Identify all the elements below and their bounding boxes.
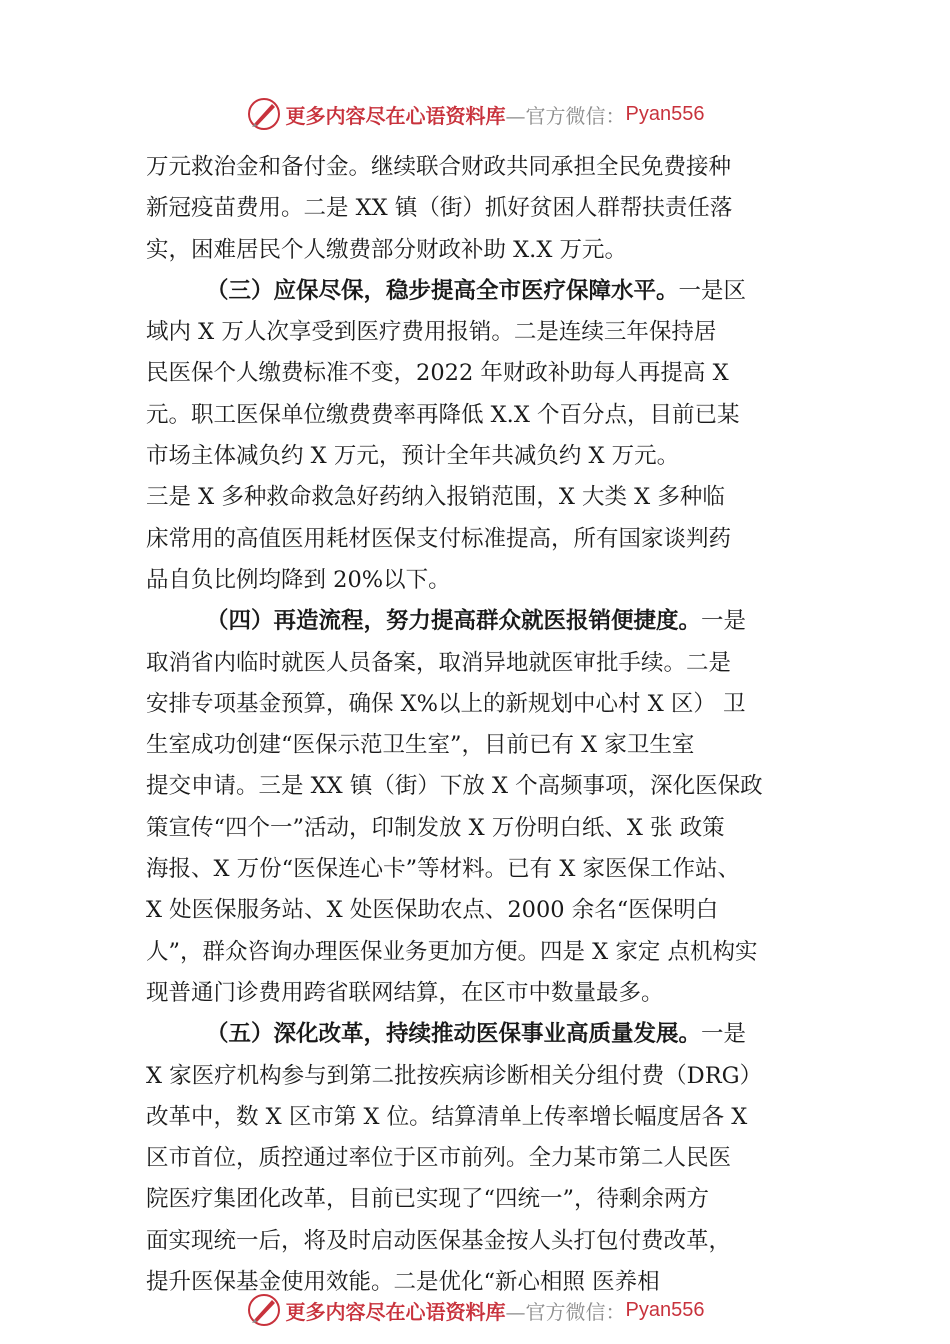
line-text: 实，困难居民个人缴费部分财政补助 X.X 万元。 [146,236,627,263]
line-text: 人”，群众咨询办理医保业务更加方便。四是 X 家定 点机构实 [146,938,758,965]
text-line [146,436,836,477]
text-line [146,973,836,1014]
text-line [146,477,836,518]
footer-banner [0,1290,950,1330]
section-heading: （四）再造流程，努力提高群众就医报销便捷度。 [206,608,702,635]
line-text: 市场主体减负约 X 万元，预计全年共减负约 X 万元。 [146,443,680,470]
line-text: 元。职工医保单位缴费费率再降低 X.X 个百分点，目前已某 [146,401,740,428]
text-line [146,312,836,353]
line-text: 一是 [701,608,747,635]
text-line [146,725,836,766]
line-text: 安排专项基金预算，确保 X%以上的新规划中心村 X 区） 卫 [146,690,746,717]
document-body [146,147,836,1303]
line-text: 新冠疫苗费用。二是 XX 镇（街）抓好贫困人群帮扶责任落 [146,195,733,222]
text-line [146,271,836,312]
text-line [146,1179,836,1220]
text-line [146,560,836,601]
line-text: 面实现统一后，将及时启动医保基金按人头打包付费改革， [146,1227,732,1254]
banner-text-id: Pyan556 [625,1298,705,1321]
banner-text-wechat: —官方微信： [505,1299,626,1324]
text-line [146,1221,836,1262]
text-line [146,1014,836,1055]
text-line [146,519,836,560]
pen-logo-icon [246,1292,282,1328]
line-text: X 家医疗机构参与到第二批按疾病诊断相关分组付费（DRG） [146,1062,763,1089]
line-text: 生室成功创建“医保示范卫生室”，目前已有 X 家卫生室 [146,732,695,759]
line-text: 民医保个人缴费标准不变，2022 年财政补助每人再提高 X [146,360,729,387]
section-heading: （三）应保尽保，稳步提高全市医疗保障水平。 [206,277,679,304]
pen-logo-icon [246,96,282,132]
line-text: 策宣传“四个一”活动，印制发放 X 万份明白纸、X 张 政策 [146,814,725,841]
line-text: 域内 X 万人次享受到医疗费用报销。二是连续三年保持居 [146,319,717,346]
line-text: 一是区 [678,277,747,304]
banner-text-main: 更多内容尽在心语资料库 [285,1299,506,1324]
text-line [146,230,836,271]
text-line [146,890,836,931]
text-line [146,932,836,973]
section-heading: （五）深化改革，持续推动医保事业高质量发展。 [206,1021,702,1048]
line-text: 万元救治金和备付金。继续联合财政共同承担全民免费接种 [146,154,732,180]
line-text: 床常用的高值医用耗材医保支付标准提高，所有国家谈判药 [146,525,732,552]
text-line [146,353,836,394]
line-text: 品自负比例均降到 20%以下。 [146,566,451,593]
line-text: 三是 X 多种救命救急好药纳入报销范围，X 大类 X 多种临 [146,484,725,511]
text-line [146,684,836,725]
banner-text-main: 更多内容尽在心语资料库 [285,103,506,128]
text-line [146,147,836,188]
text-line [146,1138,836,1179]
line-text: 现普通门诊费用跨省联网结算，在区市中数量最多。 [146,979,664,1006]
header-banner [0,94,950,134]
line-text: 取消省内临时就医人员备案，取消异地就医审批手续。二是 [146,649,732,676]
banner-text-id: Pyan556 [625,102,705,125]
text-line [146,601,836,642]
text-line [146,1056,836,1097]
line-text: 区市首位，质控通过率位于区市前列。全力某市第二人民医 [146,1145,732,1172]
line-text: X 处医保服务站、X 处医保助农点、2000 余名“医保明白 [146,897,719,924]
banner-text-wechat: —官方微信： [505,103,626,128]
line-text: 海报、X 万份“医保连心卡”等材料。已有 X 家医保工作站、 [146,856,740,883]
line-text: 改革中，数 X 区市第 X 位。结算清单上传率增长幅度居各 X [146,1103,748,1130]
text-line [146,849,836,890]
line-text: 一是 [701,1021,747,1048]
text-line [146,643,836,684]
text-line [146,395,836,436]
line-text: 提交申请。三是 XX 镇（街）下放 X 个高频事项，深化医保政 [146,773,763,800]
text-line [146,1097,836,1138]
line-text: 院医疗集团化改革，目前已实现了“四统一”，待剩余两方 [146,1186,710,1213]
line-text: 提升医保基金使用效能。二是优化“新心相照 医养相 [146,1269,660,1296]
text-line [146,188,836,229]
text-line [146,766,836,807]
text-line [146,808,836,849]
